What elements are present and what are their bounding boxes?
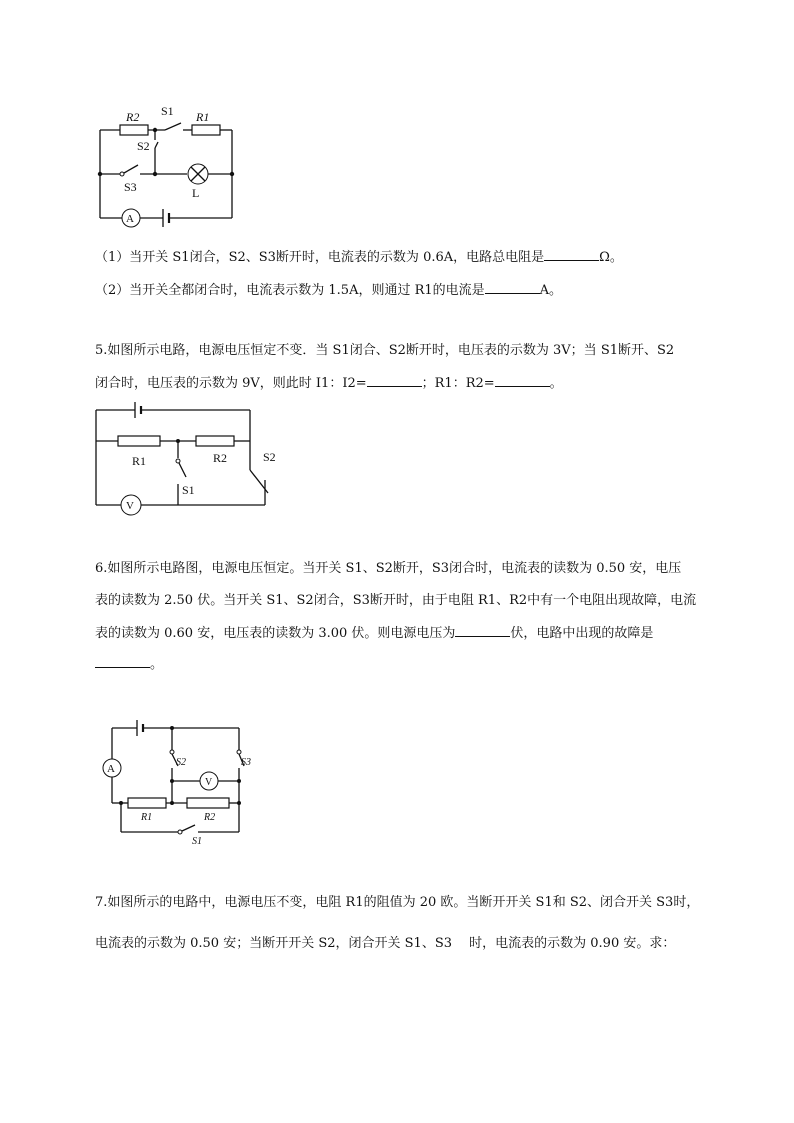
q4-part1: （1）当开关 S1闭合，S2、S3断开时，电流表的示数为 0.6A，电路总电阻是 Ω。 xyxy=(95,250,623,265)
q4-part2: （2）当开关全都闭合时，电流表示数为 1.5A，则通过 R1的电流是 A。 xyxy=(95,283,563,298)
label-s2: S2 xyxy=(263,450,276,464)
q7-line1: 7.如图所示的电路中，电源电压不变，电阻 R1的阻值为 20 欧。当断开开关 S1和 S2、闭合开关 S3时， xyxy=(95,895,700,910)
label-l: L xyxy=(192,186,200,200)
q6-line1: 6.如图所示电路图，电源电压恒定。当开关 S1、S2断开，S3闭合时，电流表的读数为 0.50 安，电压 xyxy=(95,561,682,576)
label-r2: R2 xyxy=(126,110,140,124)
q7-line2: 电流表的示数为 0.50 安；当断开开关 S2，闭合开关 S1、S3 时，电流表的示数为 0.90 安。求： xyxy=(95,936,676,951)
label-s3: S3 xyxy=(241,757,251,768)
label-s1: S1 xyxy=(192,836,202,847)
label-r1: R1 xyxy=(132,454,147,468)
resistor-r2 xyxy=(187,798,229,808)
label-s2: S2 xyxy=(176,757,186,768)
label-s1: S1 xyxy=(161,104,174,118)
label-a: A xyxy=(107,763,115,775)
resistor-r1 xyxy=(128,798,166,808)
q5-line2: 闭合时，电压表的示数为 9V，则此时 I1：I2= ；R1：R2= 。 xyxy=(95,376,563,391)
label-r2: R2 xyxy=(204,812,216,823)
label-a: A xyxy=(126,213,134,225)
label-r1: R1 xyxy=(141,812,153,823)
label-r2: R2 xyxy=(213,451,228,465)
label-s1: S1 xyxy=(182,483,195,497)
label-s2: S2 xyxy=(137,139,150,153)
q5-line1: 5.如图所示电路，电源电压恒定不变．当 S1闭合、S2断开时，电压表的示数为 3V；当 S1断开、S2 xyxy=(95,343,675,358)
switch-s1 xyxy=(182,825,195,831)
label-s3: S3 xyxy=(124,180,137,194)
label-v: V xyxy=(126,500,134,512)
q6-line3: 表的读数为 0.60 安，电压表的读数为 3.00 伏。则电源电压为 伏，电路中出现的故障是 xyxy=(95,626,654,641)
label-v: V xyxy=(205,777,213,788)
q6-line4: 。 xyxy=(95,655,163,673)
q6-line2: 表的读数为 2.50 伏。当开关 S1、S2闭合，S3断开时，由于电阻 R1、R2中有一个电阻出现故障，电流 xyxy=(95,593,697,608)
label-r1: R1 xyxy=(196,110,210,124)
